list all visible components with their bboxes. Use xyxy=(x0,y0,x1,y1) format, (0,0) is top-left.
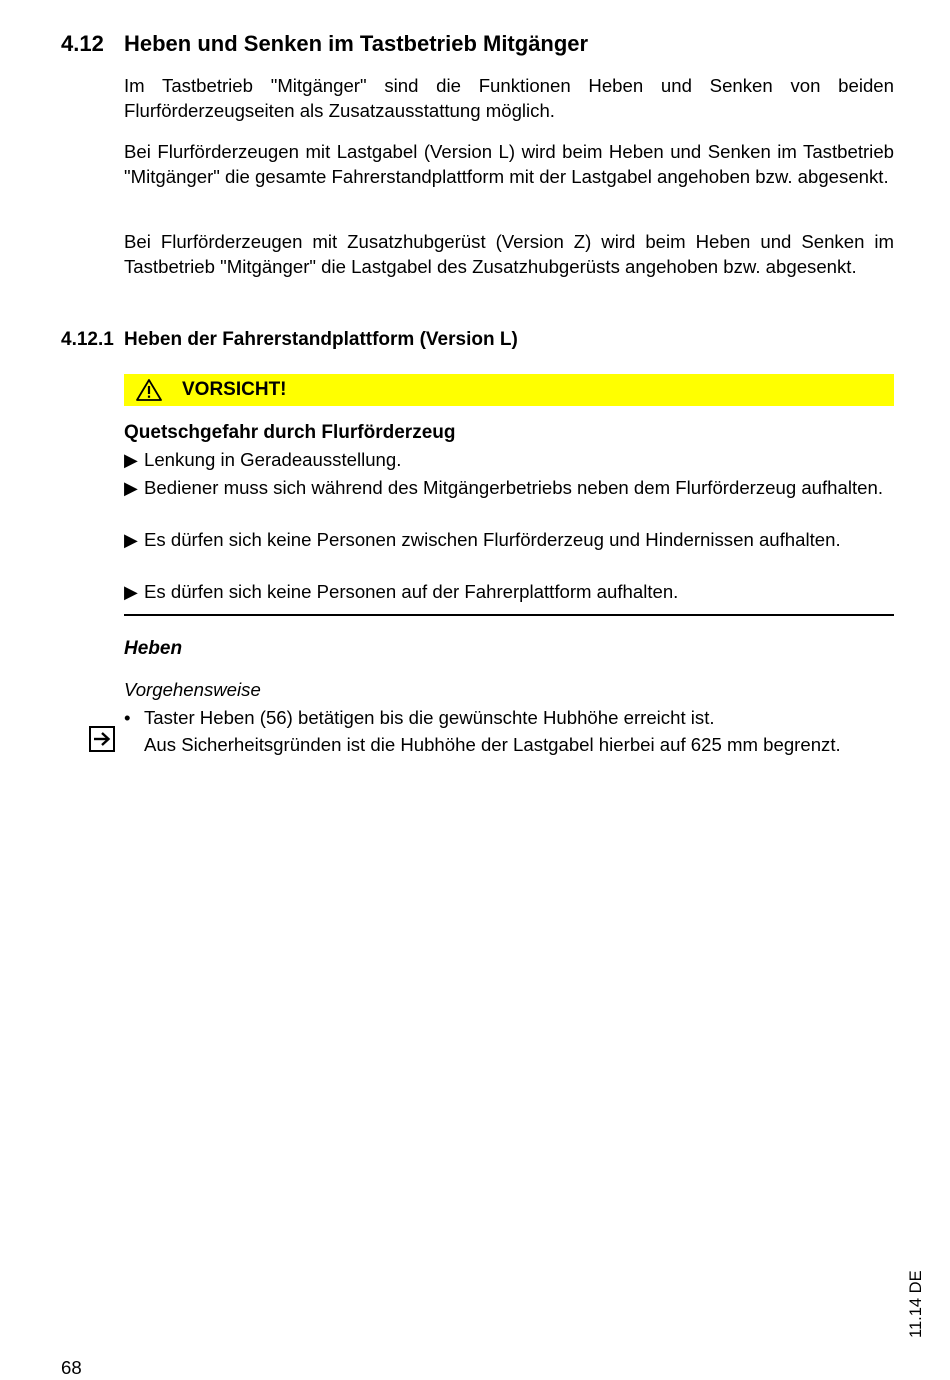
safety-step xyxy=(124,448,894,473)
page-number: 68 xyxy=(61,1357,82,1378)
procedure-bullet xyxy=(124,706,894,731)
section-heading xyxy=(61,30,588,58)
procedure-bullet-text: Taster Heben (56) betätigen bis die gewünschte Hubhöhe erreicht ist. xyxy=(144,707,715,728)
bullet-dot: • xyxy=(124,707,131,728)
procedure-title: Vorgehensweise xyxy=(124,679,261,700)
safety-step xyxy=(124,476,894,501)
warning-end-rule xyxy=(124,614,894,616)
safety-step xyxy=(124,528,894,553)
section-paragraph-2: Bei Flurförderzeugen mit Lastgabel (Version L) wird beim Heben und Senken im Tastbetrieb "Mitgänger" die gesamte Fahrerstandplattform mit der Lastgabel angehoben bzw. abgesenkt. xyxy=(124,141,894,187)
subsection-title: Heben der Fahrerstandplattform (Version L) xyxy=(124,329,518,350)
warning-triangle-icon xyxy=(135,378,163,402)
safety-step-text: Es dürfen sich keine Personen zwischen Flurförderzeug und Hindernissen aufhalten. xyxy=(144,529,841,550)
edition-code: 11.14 DE xyxy=(907,1270,925,1338)
result-arrow-icon xyxy=(89,726,115,752)
hazard-title: Quetschgefahr durch Flurförderzeug xyxy=(124,422,456,443)
safety-step-text: Es dürfen sich keine Personen auf der Fahrerplattform aufhalten. xyxy=(144,581,679,602)
safety-step-text: Bediener muss sich während des Mitgängerbetriebs neben dem Flurförderzeug aufhalten. xyxy=(144,477,884,498)
subsection-heading xyxy=(61,327,518,353)
subsection-number: 4.12.1 xyxy=(61,329,114,350)
safety-step xyxy=(124,580,894,605)
procedure-result-text: Aus Sicherheitsgründen ist die Hubhöhe der Lastgabel hierbei auf 625 mm begrenzt. xyxy=(144,734,841,755)
safety-step-text: Lenkung in Geradeausstellung. xyxy=(144,449,402,470)
heben-title: Heben xyxy=(124,638,183,659)
section-paragraph-3: Bei Flurförderzeugen mit Zusatzhubgerüst (Version Z) wird beim Heben und Senken im Tastbetrieb "Mitgänger" die Lastgabel des Zusatzhubgerüsts angehoben bzw. abgesenkt. xyxy=(124,231,894,277)
step-arrow-icon: ▶ xyxy=(124,582,138,602)
step-arrow-icon: ▶ xyxy=(124,478,138,498)
section-paragraph-1: Im Tastbetrieb "Mitgänger" sind die Funktionen Heben und Senken von beiden Flurförderzeugseiten als Zusatzausstattung möglich. xyxy=(124,75,894,121)
warning-label: VORSICHT! xyxy=(182,379,287,400)
section-number: 4.12 xyxy=(61,31,104,56)
step-arrow-icon: ▶ xyxy=(124,530,138,550)
step-arrow-icon: ▶ xyxy=(124,450,138,470)
section-title: Heben und Senken im Tastbetrieb Mitgänger xyxy=(124,31,589,56)
warning-bar xyxy=(124,374,894,406)
